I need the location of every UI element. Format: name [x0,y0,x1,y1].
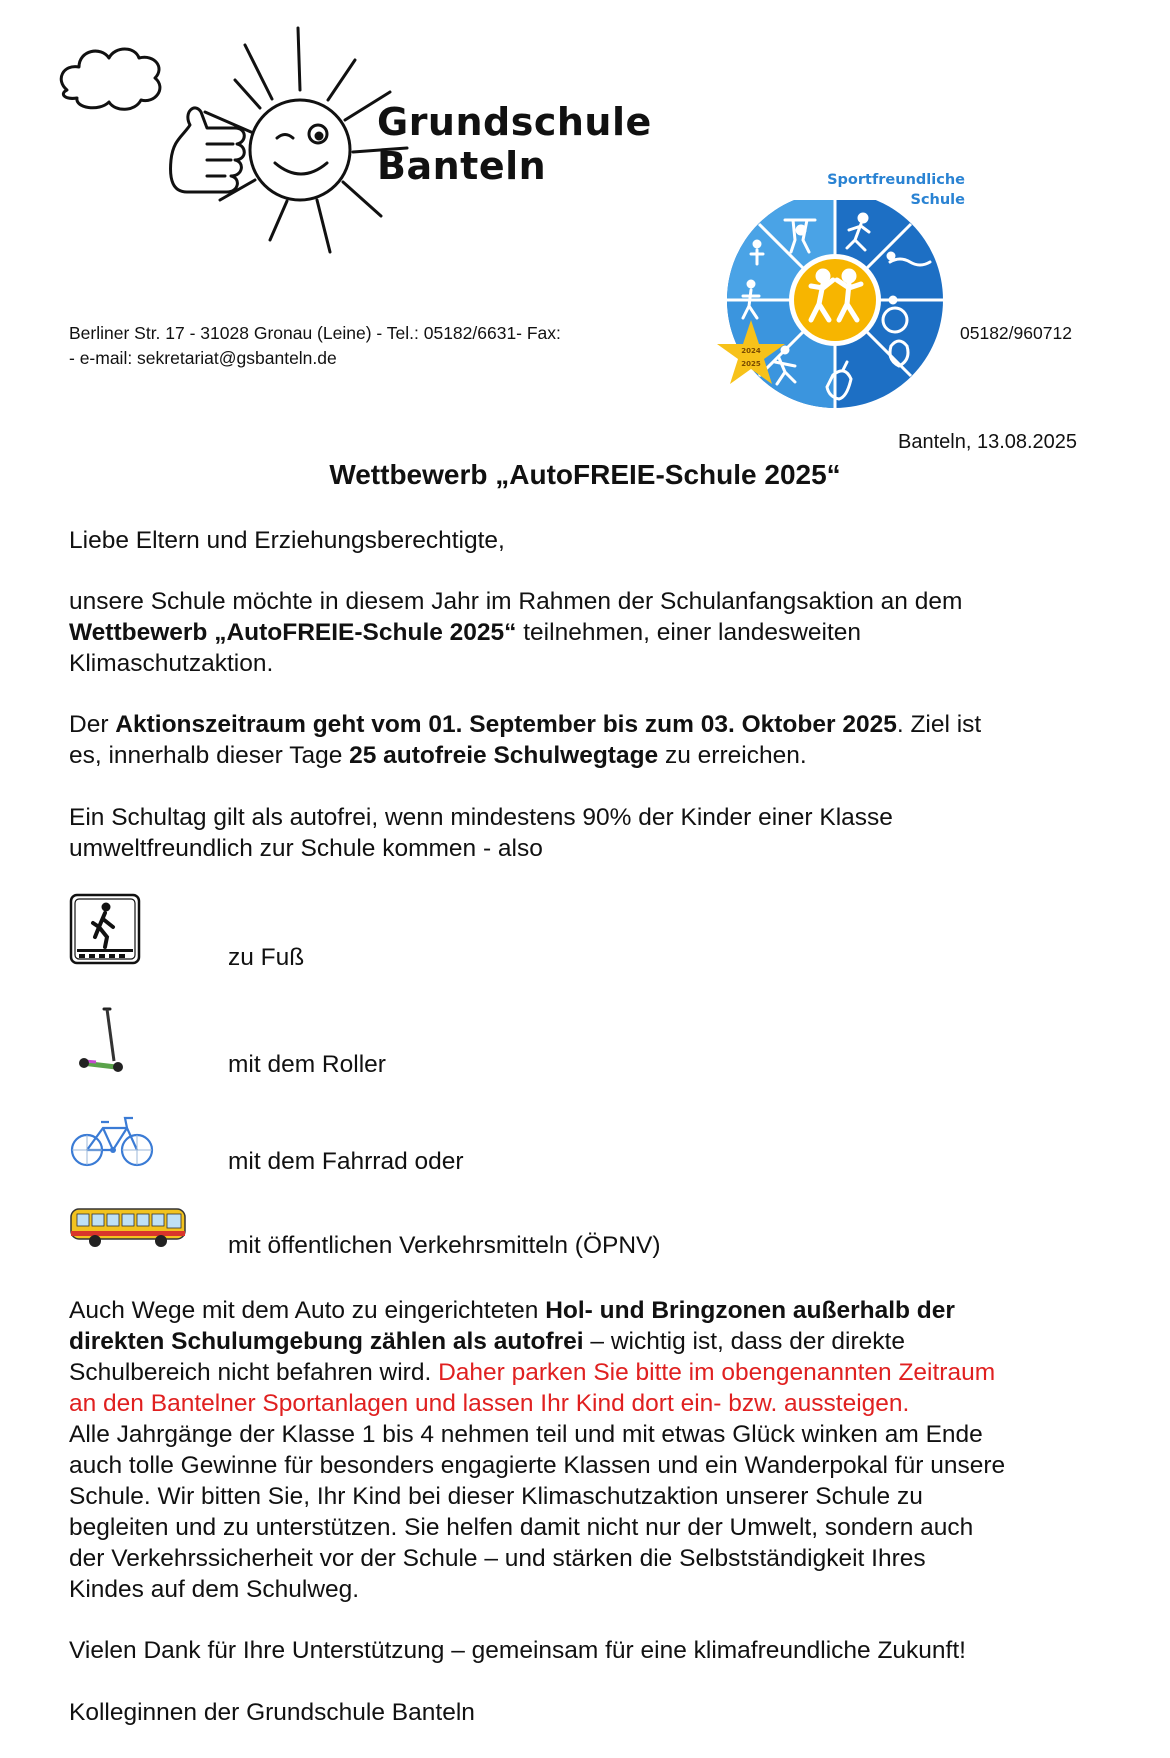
sport-badge-line1: Sportfreundliche [827,172,965,188]
mode-bus-label: mit öffentlichen Verkehrsmitteln (ÖPNV) [228,1232,661,1259]
para2-text4: zu erreichen. [658,742,807,769]
mode-bicycle-label: mit dem Fahrrad oder [228,1148,464,1175]
para4-line4: begleiten und zu unterstützen. Sie helfen damit nicht nur der Umwelt, sondern auch [69,1514,974,1541]
paragraph-4 [69,1295,1149,1605]
sport-badge-line2: Schule [910,192,965,208]
greeting: Liebe Eltern und Erziehungsberechtigte, [69,527,505,554]
para4-line3: Schule. Wir bitten Sie, Ihr Kind bei dieser Klimaschutzaktion unserer Schule zu [69,1483,923,1510]
para1-text3: Klimaschutzaktion. [69,650,274,677]
sport-wheel-icon [715,200,945,420]
school-name [377,100,652,188]
para2-text2: . Ziel ist [896,711,982,738]
para2-bold2: 25 autofreie Schulwegtage [349,742,659,769]
para4-bold1: Hol- und Bringzonen außerhalb der [545,1297,955,1324]
paragraph-1 [69,586,1129,679]
star-year-2025: 2025 [741,360,761,368]
para4-line2: auch tolle Gewinne für besonders engagierte Klassen und ein Wanderpokal für unsere [69,1452,1006,1479]
para2-text3: es, innerhalb dieser Tage [69,742,350,769]
para2-bold1: Aktionszeitraum geht vom 01. September bis zum 03. Oktober 2025 [115,711,897,738]
para4-text3: Schulbereich nicht befahren wird. [69,1359,439,1386]
para4-line6: Kindes auf dem Schulweg. [69,1576,360,1603]
address-line2: - e-mail: sekretariat@gsbanteln.de [69,348,337,368]
para3-line1: Ein Schultag gilt als autofrei, wenn mindestens 90% der Kinder einer Klasse [69,804,893,831]
thanks-line: Vielen Dank für Ihre Unterstützung – gemeinsam für eine klimafreundliche Zukunft! [69,1637,966,1664]
bicycle-icon [69,1110,155,1170]
para1-text1: unsere Schule möchte in diesem Jahr im Rahmen der Schulanfangsaktion an dem [69,588,963,615]
pedestrian-sign-icon [69,893,141,965]
paragraph-2 [69,709,1129,771]
scooter-icon [76,1005,136,1075]
sun-cloud-logo-icon [55,20,415,265]
star-year-2024: 2024 [741,347,761,355]
para4-text1: Auch Wege mit dem Auto zu eingerichteten [69,1297,546,1324]
para4-bold2: direkten Schulumgebung zählen als autofrei [69,1328,584,1355]
para4-red2: an den Bantelner Sportanlagen und lassen Ihr Kind dort ein- bzw. aussteigen. [69,1390,910,1417]
letter-date: Banteln, 13.08.2025 [898,431,1078,453]
mode-walk-label: zu Fuß [228,944,305,971]
para4-line1: Alle Jahrgänge der Klasse 1 bis 4 nehmen teil und mit etwas Glück winken am Ende [69,1421,983,1448]
bus-icon [69,1205,189,1249]
para4-line5: der Verkehrssicherheit vor der Schule – und stärken die Selbstständigkeit Ihres [69,1545,926,1572]
school-logo [55,20,415,265]
para1-bold1: Wettbewerb „AutoFREIE-Schule 2025“ [69,619,517,646]
para2-text1: Der [69,711,116,738]
address-line1: Berliner Str. 17 - 31028 Gronau (Leine) - Tel.: 05182/6631- Fax: [69,323,561,343]
para4-red1: Daher parken Sie bitte im obengenannten Zeitraum [438,1359,996,1386]
school-name-line2: Banteln [377,144,547,188]
school-name-line1: Grundschule [377,100,652,144]
address-fax: 05182/960712 [960,323,1072,343]
sport-badge [715,200,945,420]
letter-title: Wettbewerb „AutoFREIE-Schule 2025“ [329,459,841,490]
signature: Kolleginnen der Grundschule Banteln [69,1699,475,1726]
para1-text2: teilnehmen, einer landesweiten [516,619,862,646]
para3-line2: umweltfreundlich zur Schule kommen - also [69,835,543,862]
para4-text2: – wichtig ist, dass der direkte [583,1328,905,1355]
paragraph-3 [69,802,1129,864]
mode-scooter-label: mit dem Roller [228,1051,386,1078]
